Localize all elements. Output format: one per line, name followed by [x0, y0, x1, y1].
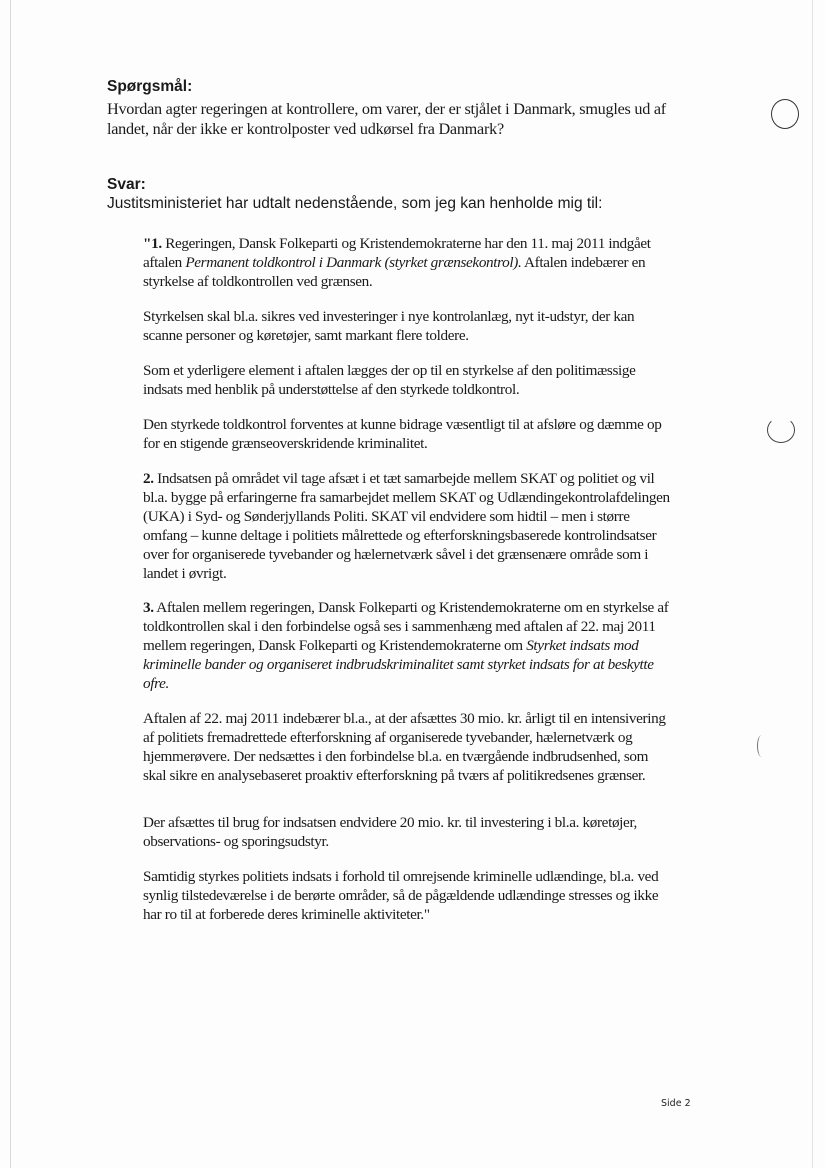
quote-paragraph-5: [143, 469, 673, 583]
paragraph-number: 3.: [143, 599, 154, 616]
paragraph-text: Regeringen, Dansk Folkeparti og Kristendemokraterne har den 11. maj 2011 indgået aftalen: [143, 235, 651, 271]
paragraph-text: Indsatsen på området vil tage afsæt i et tæt samarbejde mellem SKAT og politiet og vil bl.a. bygge på erfaringerne fra samarbejdet mellem SKAT og Udlændingekontrolafdelingen (UKA) i Syd- og Sønderjyllands Politi. SKAT vil endvidere som hidtil – men i større omfang – kunne deltage i politiets målrettede og efterforskningsbaserede kontrolindsatser over for organiserede tyvebander og hælernetværk såvel i det grænsenære område som i landet i øvrigt.: [143, 470, 670, 582]
question-section: [107, 77, 667, 139]
answer-intro: Justitsministeriet har udtalt nedenstående, som jeg kan henholde mig til:: [107, 195, 603, 212]
paragraph-text: Aftalen indebærer en styrkelse af toldkontrollen ved grænsen.: [143, 254, 646, 290]
agreement-title: Styrket indsats mod kriminelle bander og organiseret indbrudskriminalitet samt styrket indsats for at beskytte ofre.: [143, 637, 654, 692]
quote-paragraph-2: Styrkelsen skal bl.a. sikres ved investeringer i nye kontrolanlæg, nyt it-udstyr, der kan scanne personer og køretøjer, samt markant flere toldere.: [143, 308, 635, 344]
paragraph-text: Aftalen mellem regeringen, Dansk Folkeparti og Kristendemokraterne om en styrkelse af toldkontrollen skal i den forbindelse også ses i sammenhæng med aftalen af 22. maj 2011 mellem regeringen, Dansk Folkeparti og Kristendemokraterne om: [143, 599, 669, 654]
quote-paragraph-3: Som et yderligere element i aftalen lægges der op til en styrkelse af den politimæssige indsats med henblik på understøttelse af den styrkede toldkontrol.: [143, 362, 636, 398]
agreement-title: Permanent toldkontrol i Danmark (styrket grænsekontrol).: [185, 254, 522, 271]
quote-paragraph-8: Der afsættes til brug for indsatsen endvidere 20 mio. kr. til investering i bl.a. køretøjer, observations- og sporingsudstyr.: [143, 814, 637, 850]
quote-paragraph-4: Den styrkede toldkontrol forventes at kunne bidrage væsentligt til at afsløre og dæmme op for en stigende grænseoverskridende kriminalitet.: [143, 416, 662, 452]
punch-hole-mark: [767, 417, 795, 443]
quote-paragraph-6: [143, 598, 673, 693]
scan-edge-right: [812, 0, 813, 1168]
scan-edge-left: [10, 0, 11, 1168]
quote-paragraph-9: Samtidig styrkes politiets indsats i forhold til omrejsende kriminelle udlændinge, bl.a. ved synlig tilstedeværelse i de berørte områder, så de pågældende udlændinge stresses og ikke har ro til at forberede deres kriminelle aktiviteter.": [143, 868, 659, 923]
question-heading: Spørgsmål:: [107, 78, 193, 95]
punch-hole-mark: [771, 99, 799, 129]
paragraph-number: "1.: [143, 235, 162, 252]
question-text: Hvordan agter regeringen at kontrollere, om varer, der er stjålet i Danmark, smugles ud af landet, når der ikke er kontrolposter ved udkørsel fra Danmark?: [107, 100, 666, 138]
quote-paragraph-7: Aftalen af 22. maj 2011 indebærer bl.a., at der afsættes 30 mio. kr. årligt til en intensivering af politiets fremadrettede efterforskning af organiserede tyvebander, hælernetværk og hjemmerøvere. Der nedsættes i den forbindelse bl.a. en tværgående indbrudsenhed, som skal sikre en analysebaseret proaktiv efterforskning på tværs af politikredsenes grænser.: [143, 710, 666, 784]
page-number: Side 2: [661, 1098, 691, 1109]
margin-mark: [757, 735, 766, 757]
quote-paragraph-1: [143, 234, 673, 291]
paragraph-number: 2.: [143, 470, 154, 487]
answer-heading: Svar:: [107, 176, 146, 193]
